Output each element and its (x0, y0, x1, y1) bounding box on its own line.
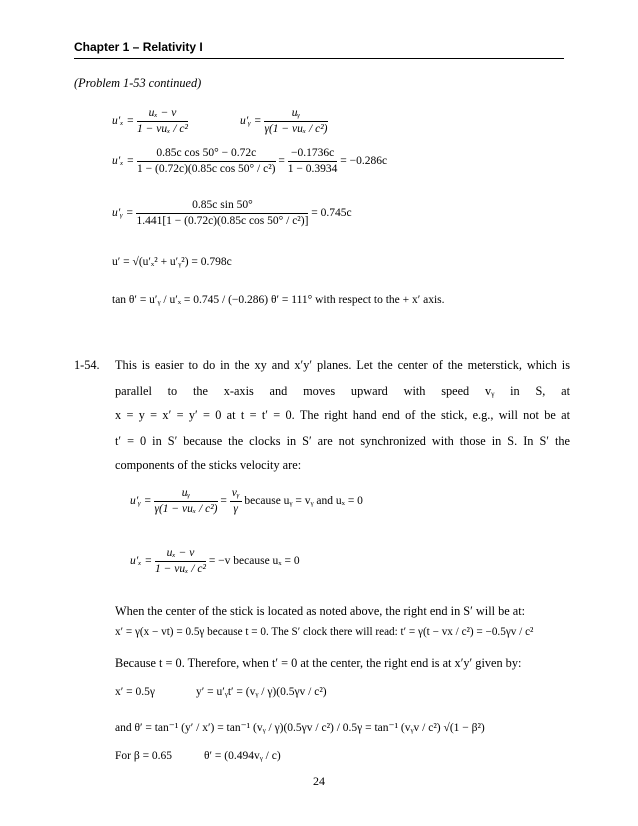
continued-label: (Problem 1-53 continued) (74, 76, 202, 90)
denominator: γ (233, 503, 238, 515)
eq-y-prime: y′ = u′ᵧt′ = (vᵧ / γ)(0.5γv / c²) (196, 686, 327, 698)
numerator: vᵧ (230, 486, 242, 502)
header-rule (74, 58, 564, 59)
eq-lhs: u′ᵧ = (130, 495, 152, 508)
fraction (154, 486, 217, 517)
denominator: γ(1 − vuₓ / c²) (154, 503, 218, 515)
denominator: 1 − vuₓ / c² (137, 123, 188, 135)
fraction (137, 106, 188, 137)
numerator: uᵧ (264, 106, 327, 122)
eq-x-prime: x′ = 0.5γ (115, 686, 155, 698)
eq-theta-prime: tan θ′ = u′ᵧ / u′ₓ = 0.745 / (−0.286) θ′ = 111° with respect to the + x′ axis. (112, 294, 445, 306)
eq-result: = 0.745c (311, 207, 352, 220)
denominator: 1.441[1 − (0.72c)(0.85c cos 50° / c²)] (136, 215, 309, 227)
eq-tail: because uᵧ = vᵧ and uₓ = 0 (244, 495, 363, 508)
denominator: γ(1 − vuₓ / c²) (264, 123, 328, 135)
numerator: −0.1736c (288, 146, 338, 162)
denominator: 1 − (0.72c)(0.85c cos 50° / c²) (137, 163, 276, 175)
chapter-header: Chapter 1 – Relativity I (74, 40, 203, 54)
paragraph-line: This is easier to do in the xy and x′y′ planes. Let the center of the meterstick, which is (115, 358, 570, 372)
fraction (137, 146, 275, 177)
numerator: uᵧ (154, 486, 217, 502)
eq-result: = −0.286c (340, 155, 388, 168)
fraction (155, 546, 206, 577)
page-number: 24 (313, 774, 325, 788)
eq-lhs: u′ᵧ = (240, 115, 262, 128)
eq-uy-prime (240, 106, 328, 137)
numerator: uₓ − v (155, 546, 206, 562)
eq-beta-value: For β = 0.65 (115, 750, 173, 762)
eq-x-prime-t-prime: x′ = γ(x − vt) = 0.5γ because t = 0. The S′ clock there will read: t′ = γ(t − vx / c²) = −0.5γv / c² (115, 626, 534, 638)
eq-lhs: u′ₓ = (112, 155, 135, 168)
numerator: uₓ − v (137, 106, 188, 122)
paragraph-line: parallel to the x-axis and moves upward with speed vᵧ in S, at (115, 384, 570, 398)
eq-ux-numeric: u′ₓ = $\frac{\text{0.85c cos 50° − 0.72c}}{\text{1 − (0.72c)(0.85c cos 50° / c²)}}$ = $\frac{-0.1736c}{1 - 0.3934}$ = −0.286c (112, 147, 388, 175)
eq-lhs: u′ₓ = (112, 115, 135, 128)
fraction (136, 198, 308, 229)
eq-uy-prime-stick: u′ᵧ = uᵧ γ(1 − vuₓ / c²) = $\frac{\text{vᵧ}}{\gamma}$ because uᵧ = vᵧ and uₓ = 0 (130, 487, 363, 515)
eq-tail: = −v because uₓ = 0 (208, 555, 300, 568)
problem-number: 1-54. (74, 358, 100, 372)
denominator: 1 − 0.3934 (287, 163, 338, 175)
numerator: 0.85c sin 50° (136, 198, 308, 214)
eq-u-prime-magnitude: u′ = √(u′ₓ² + u′ᵧ²) = 0.798c (112, 256, 232, 268)
numerator: 0.85c cos 50° − 0.72c (137, 146, 275, 162)
eq-lhs: u′ᵧ = (112, 207, 134, 220)
paragraph-line: x = y = x′ = y′ = 0 at t = t′ = 0. The right hand end of the stick, e.g., will not be at (115, 408, 570, 422)
eq-uy-numeric (112, 198, 352, 229)
fraction (288, 146, 338, 177)
eq-lhs: u′ₓ = (130, 555, 153, 568)
eq-theta-result: θ′ = (0.494vᵧ / c) (204, 750, 281, 762)
fraction (264, 106, 327, 137)
paragraph-line: t′ = 0 in S′ because the clocks in S′ are not synchronized with those in S. In S′ the (115, 434, 570, 448)
denominator: 1 − vuₓ / c² (155, 563, 206, 575)
eq-ux-prime-stick (130, 546, 300, 577)
fraction (230, 486, 242, 517)
paragraph-line: When the center of the stick is located as noted above, the right end in S′ will be at: (115, 604, 526, 618)
eq-ux-prime (112, 106, 188, 137)
eq-theta-prime-stick: and θ′ = tan⁻¹ (y′ / x′) = tan⁻¹ (vᵧ / γ)(0.5γv / c²) / 0.5γ = tan⁻¹ (vᵧv / c²) √(1 − β²) (115, 722, 485, 734)
paragraph-line: components of the sticks velocity are: (115, 458, 302, 472)
paragraph-line: Because t = 0. Therefore, when t′ = 0 at the center, the right end is at x′y′ given by: (115, 656, 522, 670)
